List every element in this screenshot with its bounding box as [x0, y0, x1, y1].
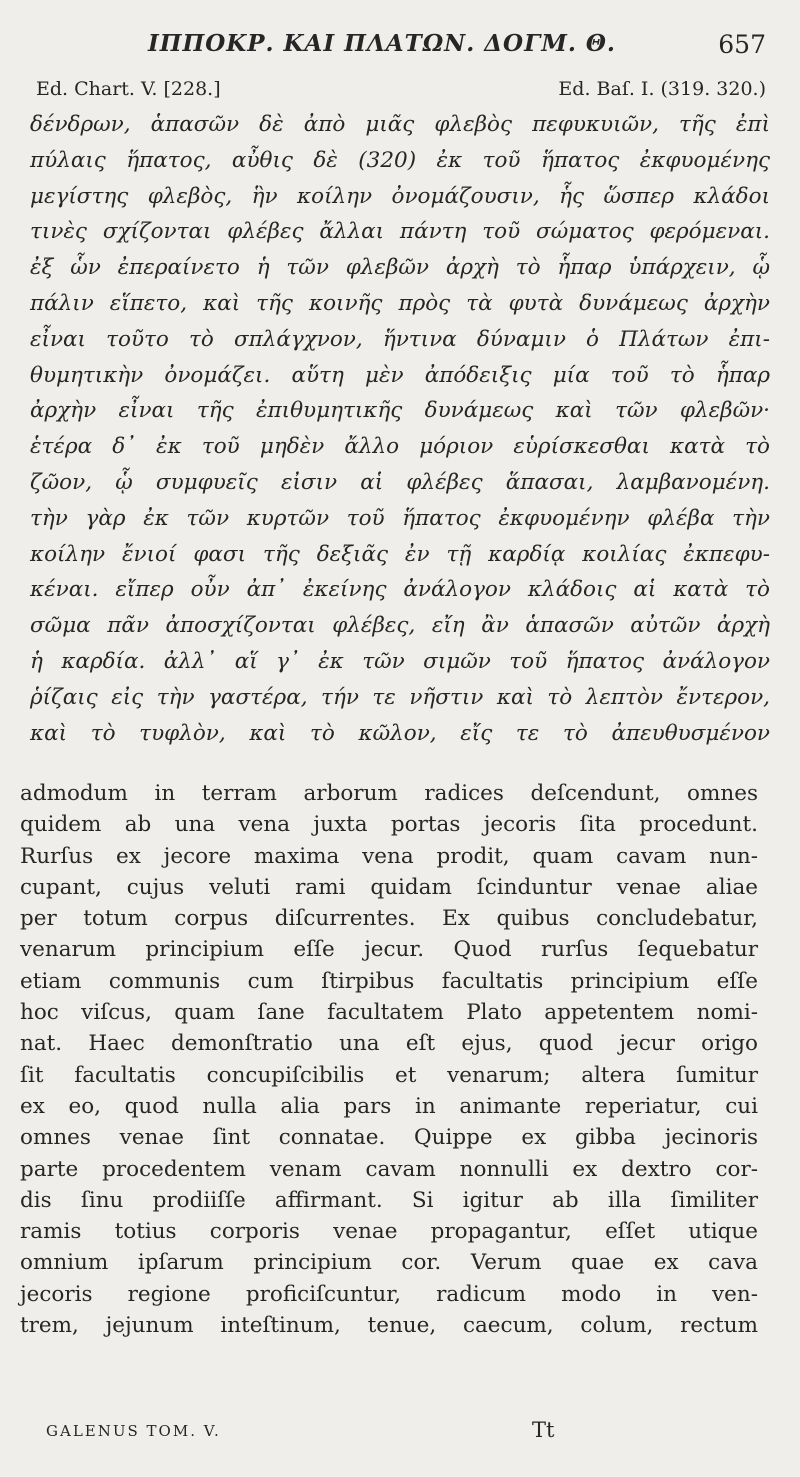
greek-text-line: δένδρων, ἁπασῶν δὲ ἀπὸ μιᾶς φλεβὸς πεφυκυιῶν, τῆς ἐπὶ	[30, 112, 770, 137]
greek-text-line: πύλαις ἥπατος, αὖθις δὲ (320) ἐκ τοῦ ἥπατος ἐκφυομένης	[30, 147, 770, 173]
signature-mark: Tt	[532, 1418, 555, 1442]
greek-text-line: σῶμα πᾶν ἀποσχίζονται φλέβες, εἴη ἂν ἁπασῶν αὐτῶν ἀρχὴ	[30, 613, 770, 639]
latin-text-line: dis ſinu prodiiſſe affirmant. Si igitur ab illa ſimiliter	[20, 1187, 758, 1213]
edition-chart-reference: Ed. Chart. V. [228.]	[36, 78, 221, 100]
latin-text-block	[20, 778, 758, 1341]
greek-text-line: τὴν γὰρ ἐκ τῶν κυρτῶν τοῦ ἥπατος ἐκφυομένην φλέβα τὴν	[30, 505, 770, 531]
edition-references	[0, 78, 800, 106]
latin-text-line: trem, jejunum inteſtinum, tenue, caecum, colum, rectum	[20, 1313, 758, 1339]
latin-text-line: per totum corpus diſcurrentes. Ex quibus concludebatur,	[20, 906, 758, 932]
latin-text-line: jecoris regione proficiſcuntur, radicum modo in ven-	[20, 1281, 758, 1307]
latin-text-line: etiam communis cum ſtirpibus facultatis principium eſſe	[20, 968, 758, 994]
running-title: ΙΠΠΟΚΡ. ΚΑΙ ΠΛΑΤΩΝ. ΔΟΓΜ. Θ.	[148, 30, 616, 57]
greek-text-line: θυμητικὴν ὀνομάζει. αὕτη μὲν ἀπόδειξις μία τοῦ τὸ ἧπαρ	[30, 362, 770, 388]
greek-text-line: τινὲς σχίζονται φλέβες ἄλλαι πάντη τοῦ σώματος φερόμεναι.	[30, 219, 770, 245]
latin-text-line: quidem ab una vena juxta portas jecoris ſita procedunt.	[20, 812, 758, 838]
greek-text-line: ῥίζαις εἰς τὴν γαστέρα, τήν τε νῆστιν καὶ τὸ λεπτὸν ἔντερον,	[30, 684, 770, 710]
greek-text-line: εἶναι τοῦτο τὸ σπλάγχνον, ἥντινα δύναμιν ὁ Πλάτων ἐπι-	[30, 326, 770, 352]
page-number: 657	[718, 30, 766, 59]
greek-text-block	[30, 107, 770, 751]
latin-text-line: ſit facultatis concupiſcibilis et venarum; altera ſumitur	[20, 1062, 758, 1088]
greek-text-line: ἐξ ὧν ἐπεραίνετο ἡ τῶν φλεβῶν ἀρχὴ τὸ ἧπαρ ὑπάρχειν, ᾧ	[30, 255, 770, 281]
latin-text-line: cupant, cujus veluti rami quidam ſcinduntur venae aliae	[20, 874, 758, 900]
greek-text-line: ἑτέρα δ᾽ ἐκ τοῦ μηδὲν ἄλλο μόριον εὑρίσκεσθαι κατὰ τὸ	[30, 434, 770, 460]
latin-text-line: admodum in terram arborum radices deſcendunt, omnes	[20, 781, 758, 806]
greek-text-line: μεγίστης φλεβὸς, ἣν κοίλην ὀνομάζουσιν, ἧς ὥσπερ κλάδοι	[30, 183, 770, 209]
latin-text-line: omnium ipſarum principium cor. Verum quae ex cava	[20, 1250, 758, 1276]
latin-text-line: parte procedentem venam cavam nonnulli ex dextro cor-	[20, 1156, 758, 1182]
greek-text-line: κοίλην ἔνιοί φασι τῆς δεξιᾶς ἐν τῇ καρδίᾳ κοιλίας ἐκπεφυ-	[30, 541, 770, 567]
page-footer	[0, 1418, 800, 1448]
latin-text-line: hoc viſcus, quam ſane facultatem Plato appetentem nomi-	[20, 1000, 758, 1026]
greek-text-line: κέναι. εἴπερ οὖν ἀπ᾽ ἐκείνης ἀνάλογον κλάδοις αἱ κατὰ τὸ	[30, 577, 770, 603]
latin-text-line: ramis totius corporis venae propagantur, eſſet utique	[20, 1219, 758, 1245]
edition-basel-reference: Ed. Baſ. I. (319. 320.)	[558, 78, 766, 100]
greek-text-line: ζῶον, ᾧ συμφυεῖς εἰσιν αἱ φλέβες ἅπασαι, λαμβανομένη.	[30, 469, 770, 495]
latin-text-line: ex eo, quod nulla alia pars in animante reperiatur, cui	[20, 1093, 758, 1119]
greek-text-line: καὶ τὸ τυφλὸν, καὶ τὸ κῶλον, εἴς τε τὸ ἀπευθυσμένον	[30, 720, 770, 746]
page-header	[0, 30, 800, 64]
signature-line: GALENUS TOM. V.	[46, 1422, 221, 1440]
greek-text-line: ἀρχὴν εἶναι τῆς ἐπιθυμητικῆς δυνάμεως καὶ τῶν φλεβῶν·	[30, 398, 770, 424]
latin-text-line: Rurſus ex jecore maxima vena prodit, quam cavam nun-	[20, 843, 758, 869]
greek-text-line: πάλιν εἵπετο, καὶ τῆς κοινῆς πρὸς τὰ φυτὰ δυνάμεως ἀρχὴν	[30, 290, 770, 316]
latin-text-line: omnes venae ſint connatae. Quippe ex gibba jecinoris	[20, 1125, 758, 1151]
latin-text-line: nat. Haec demonſtratio una eſt ejus, quod jecur origo	[20, 1031, 758, 1057]
latin-text-line: venarum principium eſſe jecur. Quod rurſus ſequebatur	[20, 937, 758, 963]
greek-text-line: ἡ καρδία. ἀλλ᾽ αἵ γ᾽ ἐκ τῶν σιμῶν τοῦ ἥπατος ἀνάλογον	[30, 648, 770, 674]
